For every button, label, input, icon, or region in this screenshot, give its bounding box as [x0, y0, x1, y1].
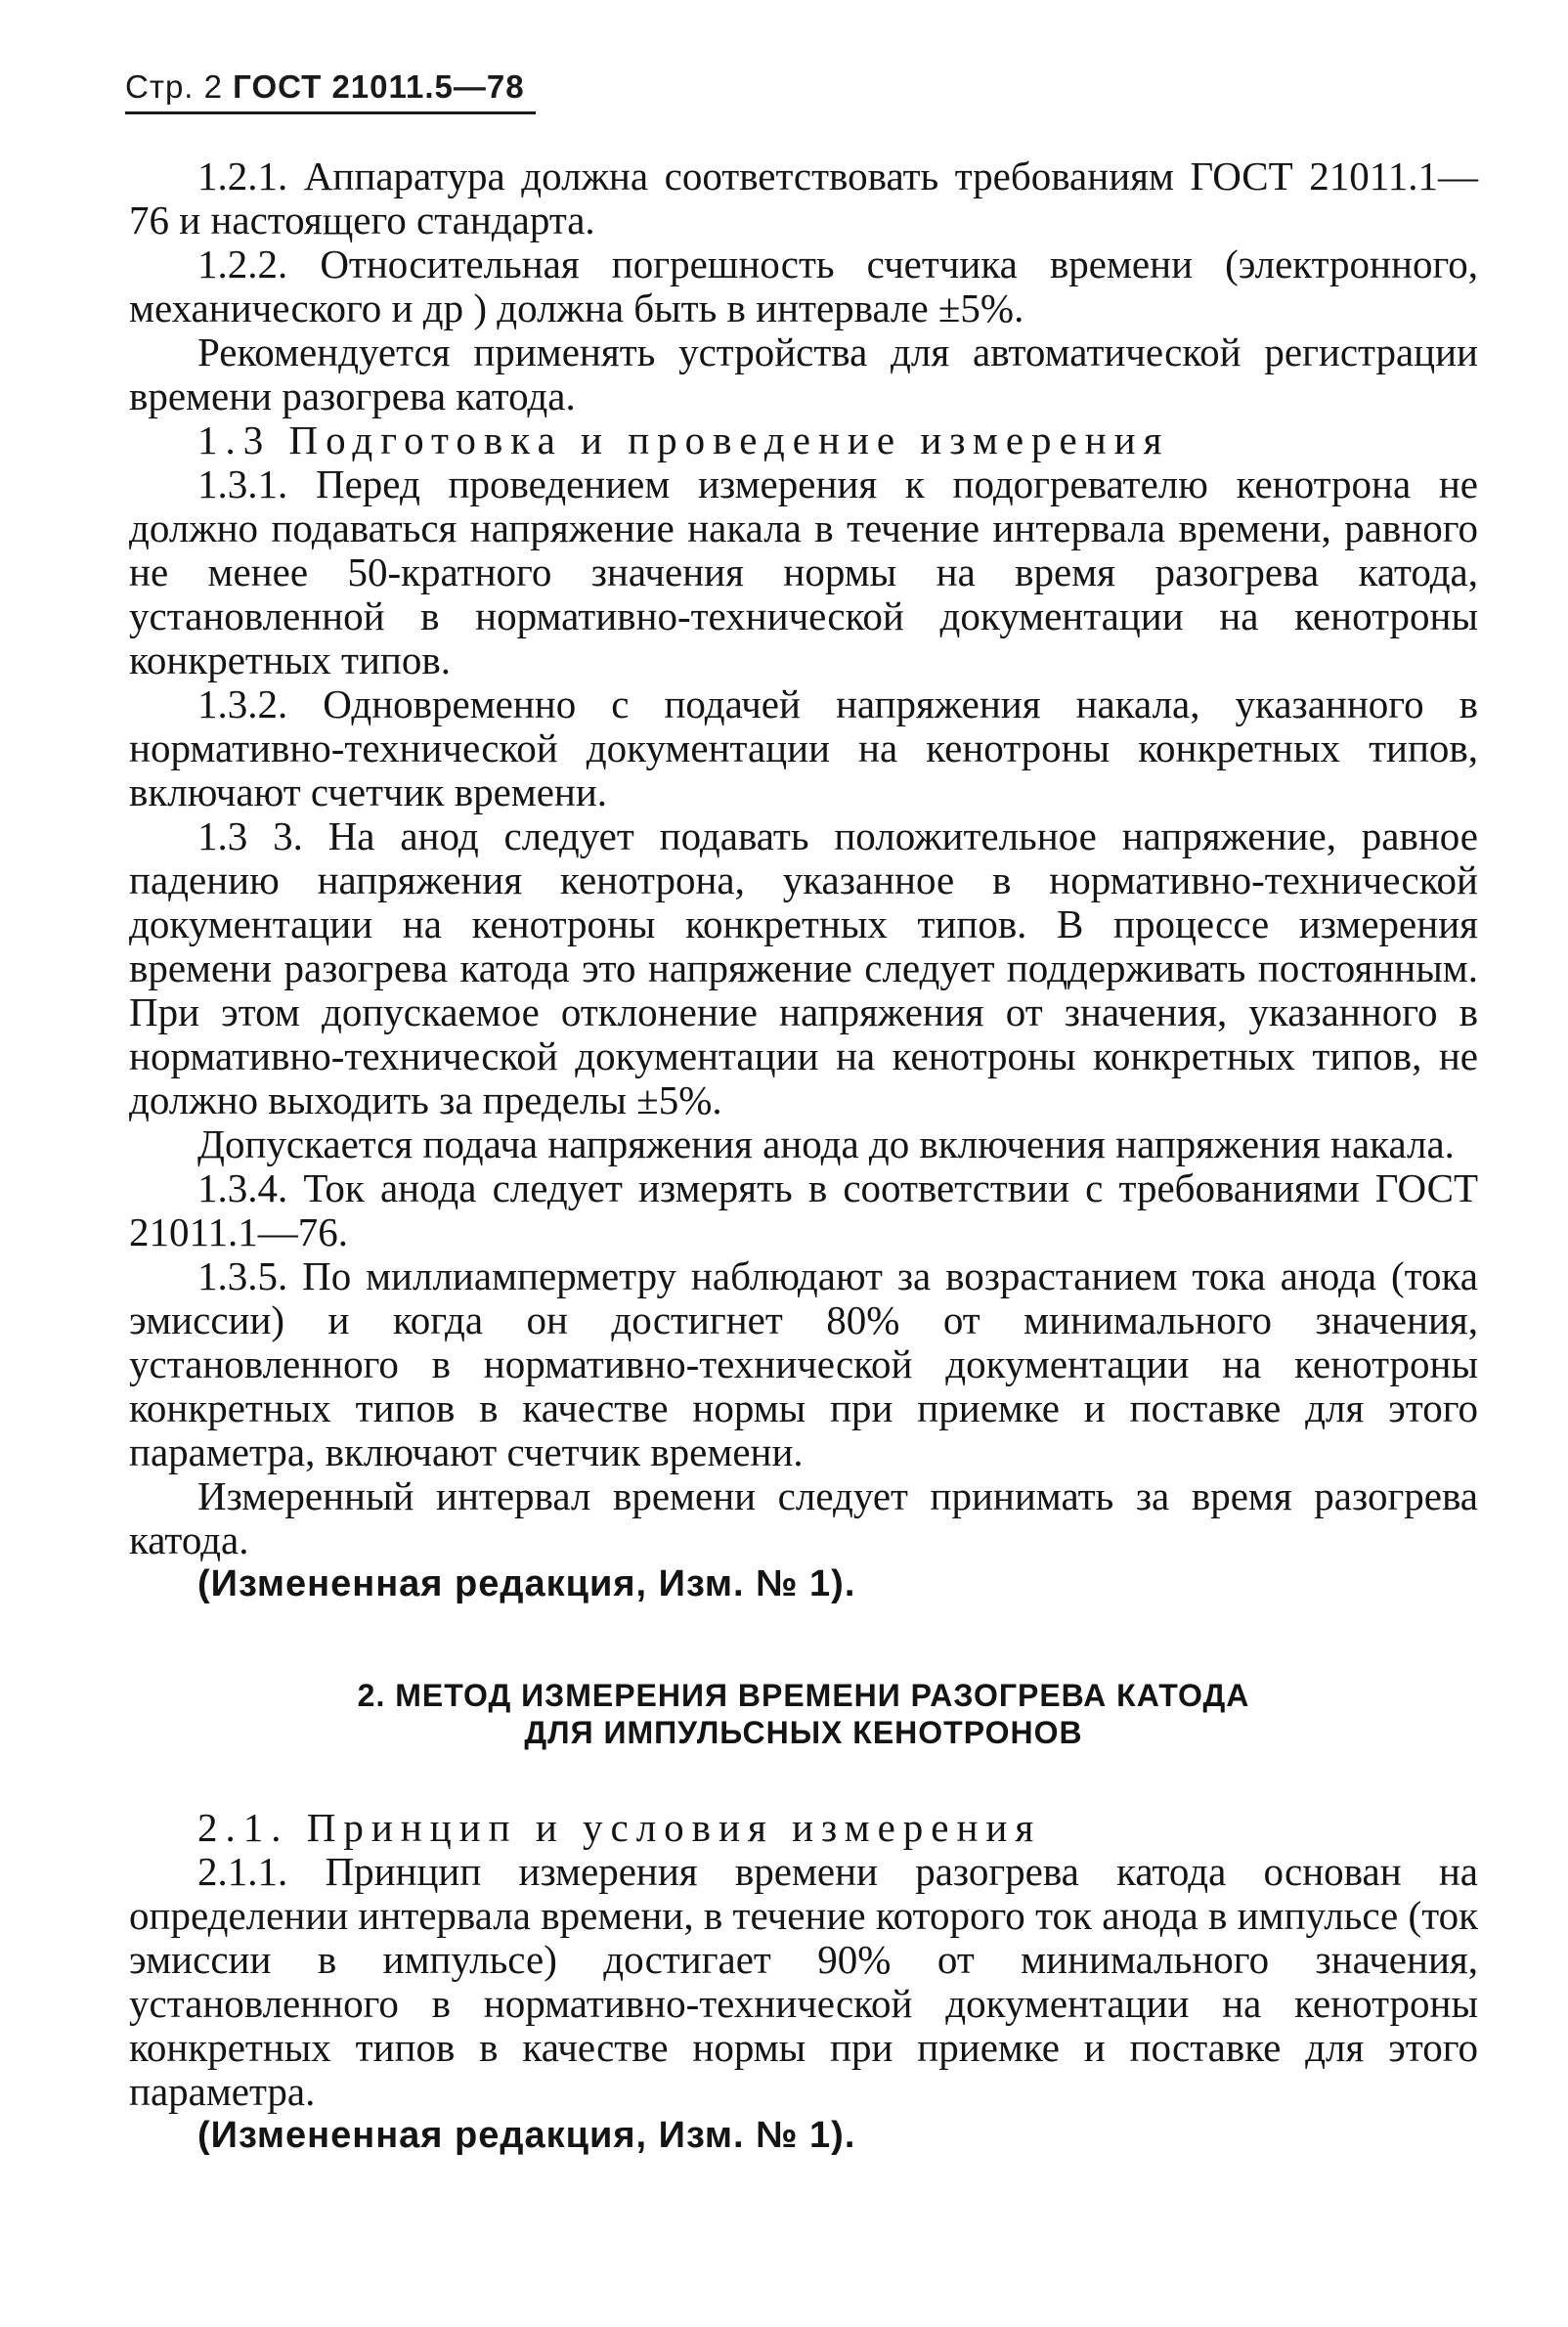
page-number: Стр. 2: [125, 68, 223, 105]
paragraph-1-3-5: 1.3.5. По миллиамперметру наблюдают за возрастанием тока анода (тока эмиссии) и когда он достигнет 80% от минимального значения, установленного в нормативно-технической документации на кенотроны конкретных типов в качестве нормы при приемке и поставке для этого параметра, включают счетчик времени.: [129, 1253, 1478, 1474]
page-header: [125, 68, 525, 106]
amendment-note-2: (Измененная редакция, Изм. № 1).: [197, 2115, 856, 2156]
standard-code: ГОСТ 21011.5—78: [233, 68, 525, 105]
paragraph-1-2-2: 1.2.2. Относительная погрешность счетчика времени (электронного, механического и др ) должна быть в интервале ±5%.: [129, 241, 1478, 330]
paragraph-1-3-3: 1.3 3. На анод следует подавать положительное напряжение, равное падению напряжения кенотрона, указанное в нормативно-технической документации на кенотроны конкретных типов. В процессе измерения времени разогрева катода это напряжение следует поддерживать постоянным. При этом допускаемое отклонение напряжения от значения, указанного в нормативно-технической документации на кенотроны конкретных типов, не должно выходить за пределы ±5%.: [129, 813, 1478, 1122]
document-body: [129, 154, 1478, 2158]
paragraph-1-3-1: 1.3.1. Перед проведением измерения к подогревателю кенотрона не должно подаваться напряжение накала в течение интервала времени, равного не менее 50-кратного значения нормы на время разогрева катода, установленной в нормативно-технической документации на кенотроны конкретных типов.: [129, 461, 1478, 682]
paragraph-2-1-1: 2.1.1. Принцип измерения времени разогрева катода основан на определении интервала времени, в течение которого ток анода в импульсе (ток эмиссии в импульсе) достигает 90% от минимального значения, установленного в нормативно-технической документации на кенотроны конкретных типов в качестве нормы при приемке и поставке для этого параметра.: [129, 1849, 1478, 2114]
section-2-heading: [129, 1677, 1478, 1751]
section-2-heading-line-2: ДЛЯ ИМПУЛЬСНЫХ КЕНОТРОНОВ: [524, 1715, 1083, 1750]
subsection-2-1-heading: 2.1. Принцип и условия измерения: [197, 1805, 1042, 1850]
paragraph-1-3-2: 1.3.2. Одновременно с подачей напряжения накала, указанного в нормативно-технической документации на кенотроны конкретных типов, включают счетчик времени.: [129, 681, 1478, 814]
paragraph-1-3-5-measured: Измеренный интервал времени следует принимать за время разогрева катода.: [129, 1473, 1478, 1562]
paragraph-1-3-3-allowance: Допускается подача напряжения анода до включения напряжения накала.: [197, 1121, 1455, 1166]
paragraph-1-2-2-recommendation: Рекомендуется применять устройства для автоматической регистрации времени разогрева катода.: [129, 329, 1478, 418]
section-2-heading-line-1: 2. МЕТОД ИЗМЕРЕНИЯ ВРЕМЕНИ РАЗОГРЕВА КАТОДА: [357, 1678, 1250, 1713]
subsection-1-3-heading: 1.3 Подготовка и проведение измерения: [197, 417, 1170, 462]
paragraph-1-3-4: 1.3.4. Ток анода следует измерять в соответствии с требованиями ГОСТ 21011.1—76.: [129, 1165, 1478, 1254]
paragraph-1-2-1: 1.2.1. Аппаратура должна соответствовать требованиям ГОСТ 21011.1—76 и настоящего стандарта.: [129, 154, 1478, 242]
amendment-note-1: (Измененная редакция, Изм. № 1).: [197, 1563, 856, 1604]
header-rule: [125, 111, 536, 114]
